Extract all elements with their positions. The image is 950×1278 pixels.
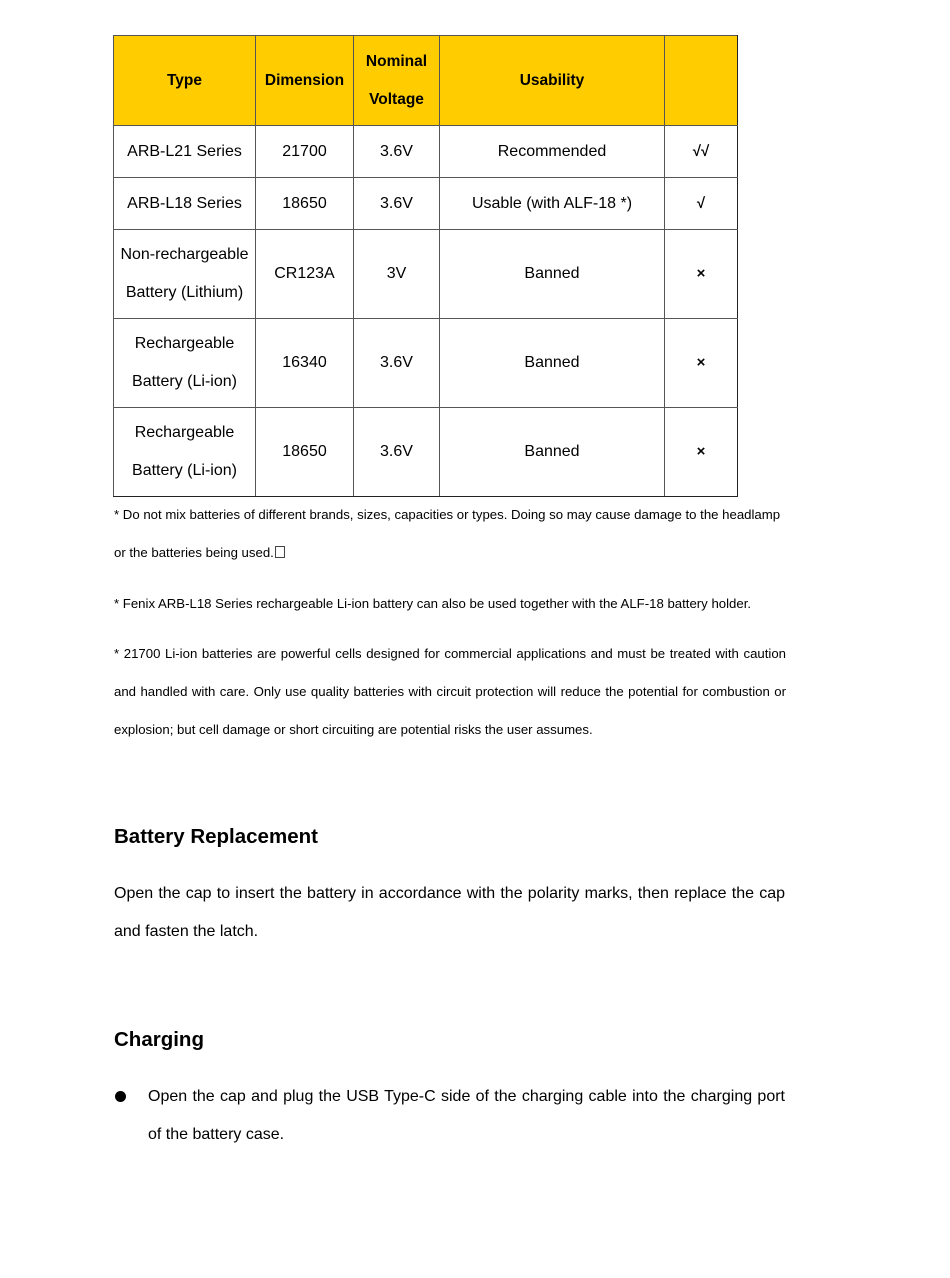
cell-dimension: 16340 bbox=[256, 319, 354, 408]
cell-usability: Usable (with ALF-18 *) bbox=[440, 178, 665, 230]
cell-voltage: 3V bbox=[354, 230, 440, 319]
note1-line2-text: or the batteries being used. bbox=[114, 545, 274, 560]
note1-line2 bbox=[114, 534, 786, 572]
cell-type-line2: Battery (Li-ion) bbox=[132, 462, 237, 479]
header-type: Type bbox=[114, 36, 256, 126]
table-row bbox=[114, 126, 738, 178]
missing-glyph-icon bbox=[275, 546, 285, 558]
cell-mark: √√ bbox=[665, 126, 738, 178]
cell-type bbox=[114, 408, 256, 497]
header-nominal-voltage bbox=[354, 36, 440, 126]
cell-dimension: CR123A bbox=[256, 230, 354, 319]
cell-dimension: 18650 bbox=[256, 408, 354, 497]
cell-usability: Banned bbox=[440, 319, 665, 408]
note1-line1: * Do not mix batteries of different brands, sizes, capacities or types. Doing so may cause damage to the headlamp bbox=[114, 507, 781, 522]
cell-type-line2: Battery (Lithium) bbox=[125, 284, 244, 301]
cell-voltage: 3.6V bbox=[354, 178, 440, 230]
note3-text: * 21700 Li-ion batteries are powerful cells designed for commercial applications and must be treated with caution and handled with care. Only use quality batteries with circuit protection will reduce the potential for combustion or explosion; but cell damage or short circuiting are potential risks the user assumes. bbox=[114, 646, 786, 737]
cell-type: ARB-L21 Series bbox=[114, 126, 256, 178]
header-voltage-line1: Nominal bbox=[365, 52, 428, 70]
table-row bbox=[114, 408, 738, 497]
table-row bbox=[114, 319, 738, 408]
battery-compatibility-table bbox=[113, 35, 738, 497]
cell-dimension: 21700 bbox=[256, 126, 354, 178]
cell-dimension: 18650 bbox=[256, 178, 354, 230]
note-alf18-holder bbox=[114, 585, 786, 623]
cell-type-line2: Battery (Li-ion) bbox=[132, 373, 237, 390]
cell-mark: × bbox=[665, 230, 738, 319]
header-dimension: Dimension bbox=[256, 36, 354, 126]
note-mixing-batteries bbox=[114, 496, 786, 572]
cell-voltage: 3.6V bbox=[354, 408, 440, 497]
header-mark bbox=[665, 36, 738, 126]
cell-usability: Banned bbox=[440, 230, 665, 319]
battery-replacement-text: Open the cap to insert the battery in accordance with the polarity marks, then replace the cap and fasten the latch. bbox=[114, 885, 785, 940]
battery-replacement-heading: Battery Replacement bbox=[114, 825, 318, 848]
cell-type bbox=[114, 319, 256, 408]
cell-type: ARB-L18 Series bbox=[114, 178, 256, 230]
table-row bbox=[114, 230, 738, 319]
cell-voltage: 3.6V bbox=[354, 319, 440, 408]
cell-voltage: 3.6V bbox=[354, 126, 440, 178]
cell-type bbox=[114, 230, 256, 319]
cell-type-line1: Rechargeable bbox=[134, 424, 235, 441]
cell-type-line1: Non-rechargeable bbox=[120, 246, 249, 263]
cell-mark: √ bbox=[665, 178, 738, 230]
note-21700-caution bbox=[114, 635, 786, 749]
cell-mark: × bbox=[665, 408, 738, 497]
cell-type-line1: Rechargeable bbox=[134, 335, 235, 352]
cell-usability: Banned bbox=[440, 408, 665, 497]
charging-step-text: Open the cap and plug the USB Type-C side of the charging cable into the charging port of the battery case. bbox=[148, 1088, 785, 1143]
note2-text: * Fenix ARB-L18 Series rechargeable Li-ion battery can also be used together with the ALF-18 battery holder. bbox=[114, 596, 752, 611]
header-usability: Usability bbox=[440, 36, 665, 126]
bullet-icon bbox=[115, 1091, 126, 1102]
table-row bbox=[114, 178, 738, 230]
cell-usability: Recommended bbox=[440, 126, 665, 178]
header-voltage-line2: Voltage bbox=[369, 90, 424, 108]
list-item bbox=[114, 1078, 785, 1154]
charging-heading: Charging bbox=[114, 1028, 204, 1051]
cell-mark: × bbox=[665, 319, 738, 408]
table-header-row bbox=[114, 36, 738, 126]
